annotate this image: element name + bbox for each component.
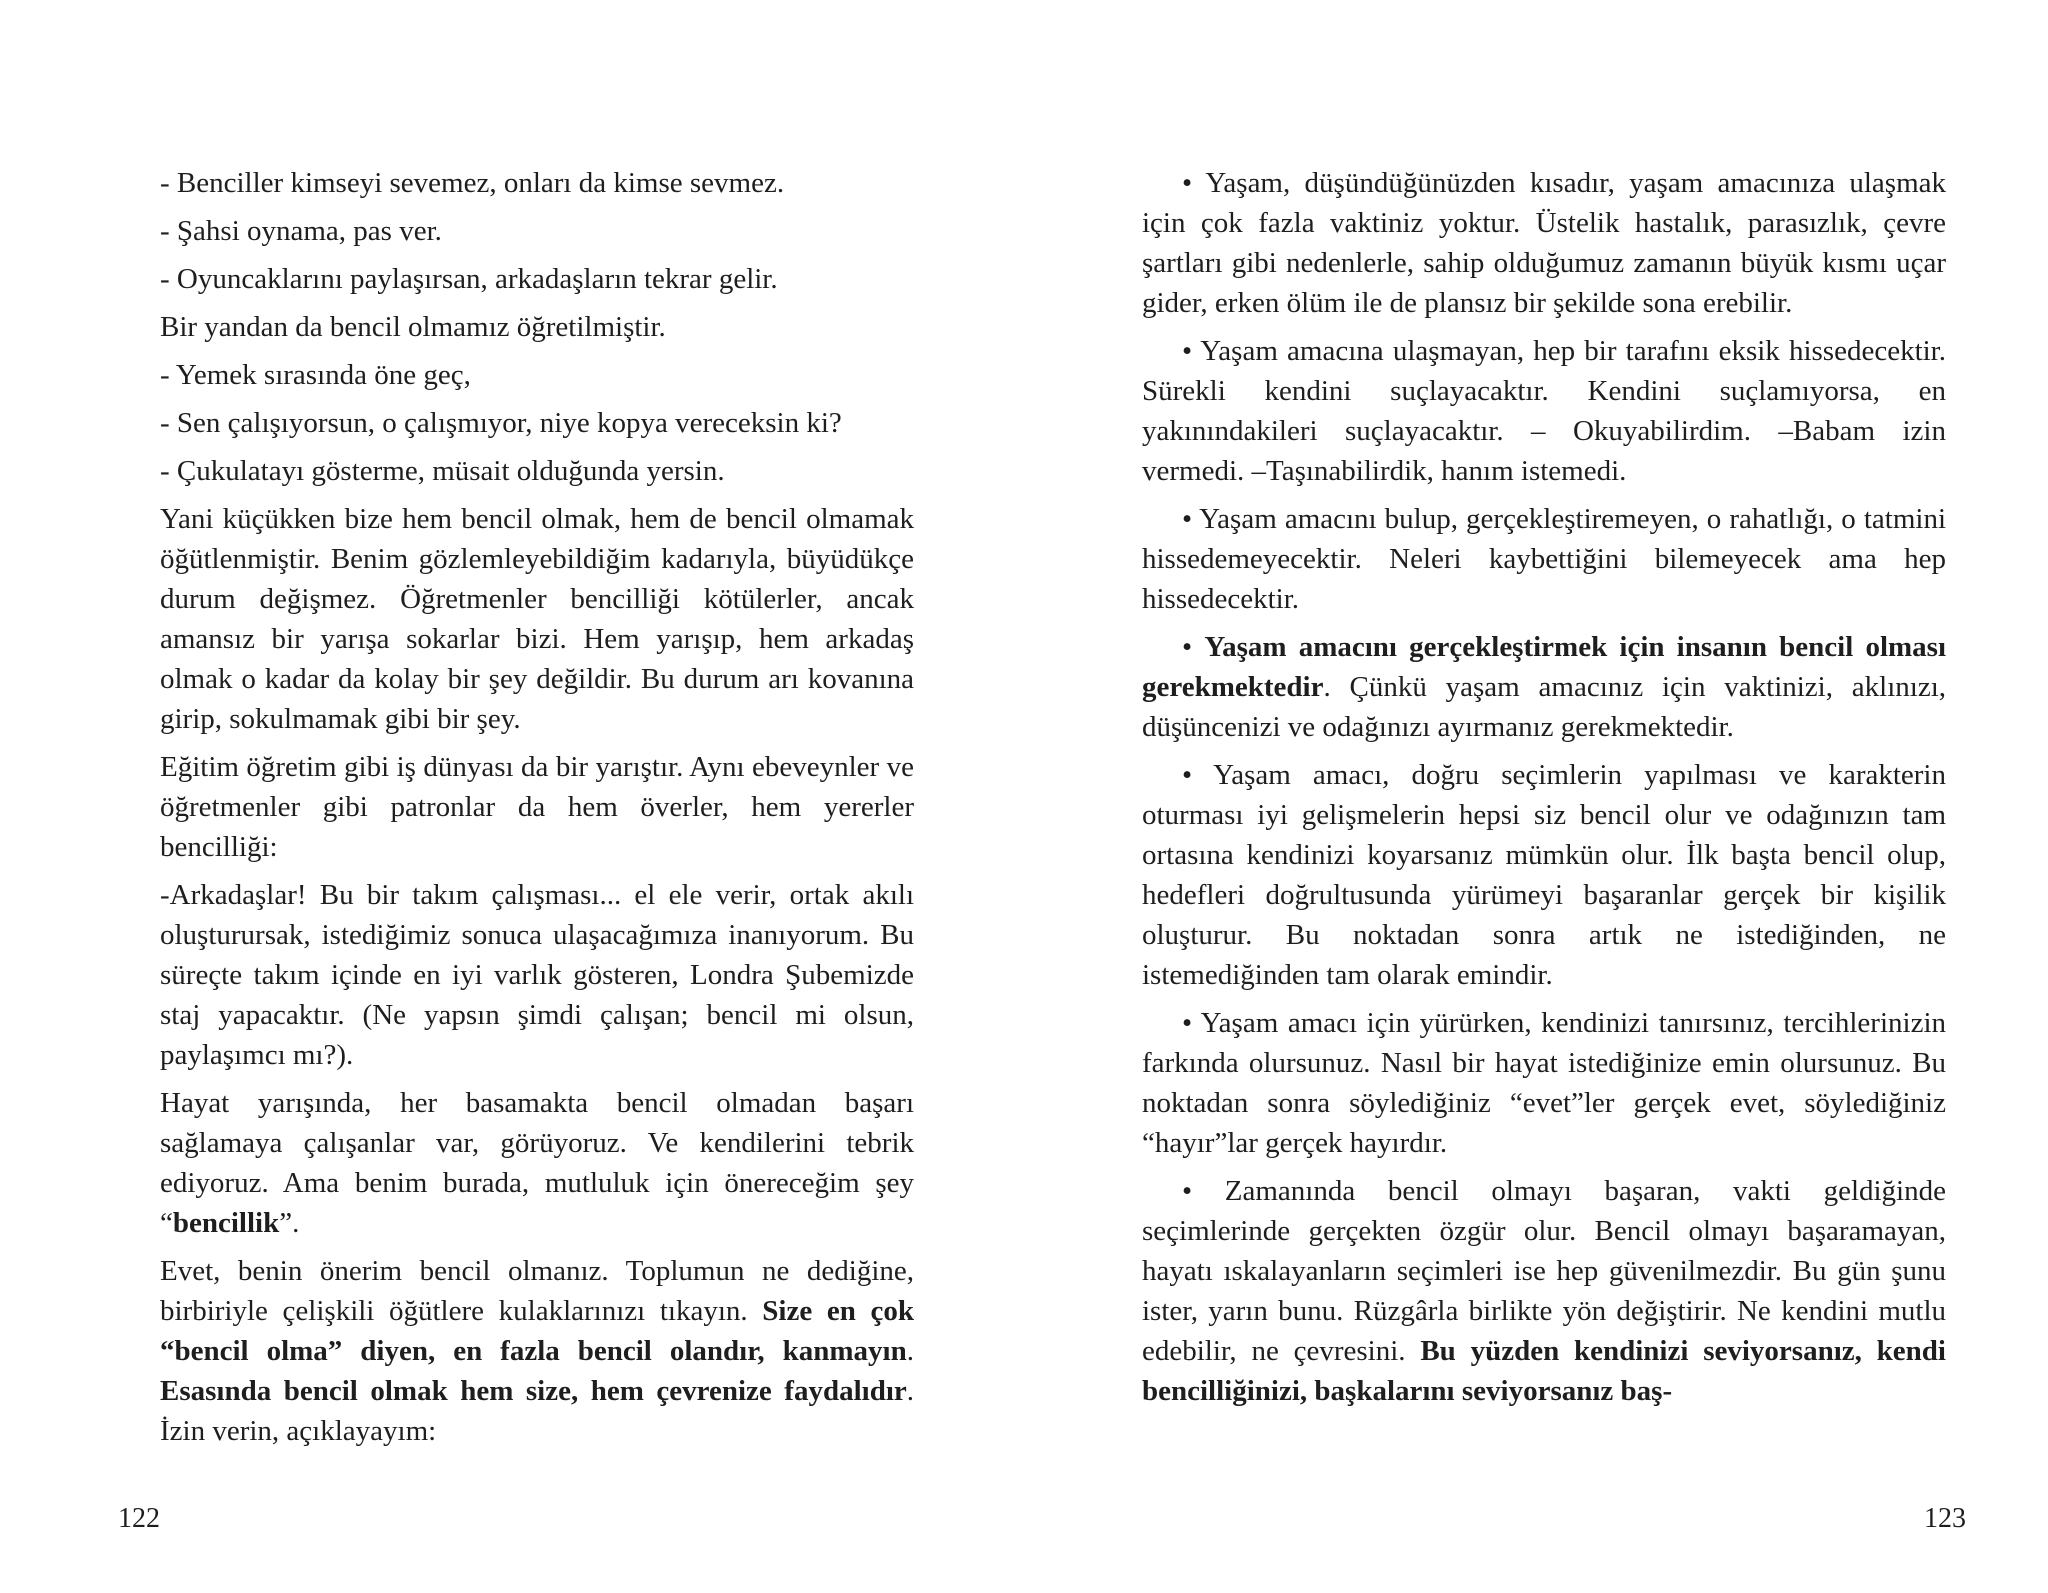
- dialogue-line: - Oyuncaklarını paylaşırsan, arkadaşların tekrar gelir.: [160, 263, 778, 295]
- bullet-paragraph: [1142, 1171, 1946, 1411]
- text-span: . İzin verin, açıklayayım:: [160, 1375, 914, 1447]
- bold-text: Esasında bencil olmak hem size, hem çevrenize faydalıdır: [160, 1375, 907, 1407]
- page-number: 123: [1924, 1503, 1966, 1534]
- text-span: •: [1182, 631, 1205, 663]
- right-text-column: [1142, 163, 1946, 1419]
- dialogue-line: - Yemek sırasında öne geç,: [160, 359, 471, 391]
- paragraph: [160, 1251, 914, 1451]
- bold-text: Bu yüzden kendinizi seviyorsanız, kendi bencilliğinizi, başkalarını seviyorsanız baş-: [1142, 1335, 1946, 1407]
- page-number: 122: [118, 1503, 160, 1534]
- text-span: ”.: [279, 1207, 300, 1239]
- text-line: Bir yandan da bencil olmamız öğretilmiştir.: [160, 311, 666, 343]
- bullet-paragraph: • Yaşam, düşündüğünüzden kısadır, yaşam amacınıza ulaşmak için çok fazla vaktiniz yoktur. Üstelik hastalık, parasızlık, çevre şartları gibi nedenlerle, sahip olduğumuz zamanın büyük kısmı uçar gider, erken ölüm ile de plansız bir şekilde sona erebilir.: [1142, 167, 1946, 319]
- dialogue-line: - Çukulatayı gösterme, müsait olduğunda yersin.: [160, 455, 725, 487]
- text-span: Hayat yarışında, her basamakta bencil olmadan başarı sağlamaya çalışanlar var, görüyoruz. Ve kendilerini tebrik ediyoruz. Ama benim burada, mutluluk için önereceğim şey “: [160, 1087, 914, 1239]
- text-span: • Zamanında bencil olmayı başaran, vakti geldiğinde seçimlerinde gerçekten özgür olur. Bencil olmayı başaramayan, hayatı ıskalayanların seçimleri ise hep güvenilmezdir. Bu gün şunu ister, yarın bunu. Rüzgârla birlikte yön değiştirir. Ne kendini mutlu edebilir, ne çevresini.: [1142, 1175, 1946, 1367]
- paragraph: [160, 1083, 914, 1243]
- bullet-paragraph: [1142, 627, 1946, 747]
- paragraph: Eğitim öğretim gibi iş dünyası da bir yarıştır. Aynı ebeveynler ve öğretmenler gibi patronlar da hem överler, hem yererler bencilliği:: [160, 751, 914, 863]
- text-span: .: [906, 1335, 914, 1367]
- paragraph: -Arkadaşlar! Bu bir takım çalışması... el ele verir, ortak akılı oluşturursak, istediğimiz sonuca ulaşacağımıza inanıyorum. Bu süreçte takım içinde en iyi varlık gösteren, Londra Şubemizde staj yapacaktır. (Ne yapsın şimdi çalışan; bencil mi olsun, paylaşımcı mı?).: [160, 879, 914, 1071]
- bold-text: Yaşam amacını gerçekleştirmek için insanın bencil olması gerekmektedir: [1142, 631, 1947, 703]
- bullet-paragraph: • Yaşam amacını bulup, gerçekleştiremeyen, o rahatlığı, o tatmini hissedemeyecektir. Neleri kaybettiğini bilemeyecek ama hep hissedecektir.: [1142, 503, 1946, 615]
- paragraph: Yani küçükken bize hem bencil olmak, hem de bencil olmamak öğütlenmiştir. Benim gözlemleyebildiğim kadarıyla, büyüdükçe durum değişmez. Öğretmenler bencilliği kötülerler, ancak amansız bir yarışa sokarlar bizi. Hem yarışıp, hem arkadaş olmak o kadar da kolay bir şey değildir. Bu durum arı kovanına girip, sokulmamak gibi bir şey.: [160, 503, 914, 735]
- right-page: [1024, 0, 2048, 1593]
- dialogue-line: - Benciller kimseyi sevemez, onları da kimse sevmez.: [160, 167, 785, 199]
- bullet-paragraph: • Yaşam amacı için yürürken, kendinizi tanırsınız, tercihlerinizin farkında olursunuz. Nasıl bir hayat istediğinize emin olursunuz. Bu noktadan sonra söylediğiniz “evet”ler gerçek evet, söylediğiniz “hayır”lar gerçek hayırdır.: [1142, 1007, 1946, 1159]
- text-span: . Çünkü yaşam amacınız için vaktinizi, aklınızı, düşüncenizi ve odağınızı ayırmanız gerekmektedir.: [1142, 671, 1946, 743]
- bullet-paragraph: • Yaşam amacına ulaşmayan, hep bir tarafını eksik hissedecektir. Sürekli kendini suçlayacaktır. Kendini suçlamıyorsa, en yakınındakileri suçlayacaktır. – Okuyabilirdim. –Babam izin vermedi. –Taşınabilirdik, hanım istemedi.: [1142, 335, 1946, 487]
- dialogue-line: - Şahsi oynama, pas ver.: [160, 215, 442, 247]
- bold-text: bencillik: [172, 1207, 280, 1239]
- dialogue-line: - Sen çalışıyorsun, o çalışmıyor, niye kopya vereceksin ki?: [160, 407, 842, 439]
- bullet-paragraph: • Yaşam amacı, doğru seçimlerin yapılması ve karakterin oturması iyi gelişmelerin hepsi siz bencil olur ve odağınızın tam ortasına kendinizi koyarsanız mümkün olur. İlk başta bencil olup, hedefleri doğrultusunda yürümeyi başaranlar gerçek bir kişilik oluşturur. Bu noktadan sonra artık ne istediğinden, ne istemediğinden tam olarak emindir.: [1142, 759, 1946, 991]
- text-span: Evet, benin önerim bencil olmanız. Toplumun ne dediğine, birbiriyle çelişkili öğütlere kulaklarınızı tıkayın.: [160, 1255, 914, 1327]
- bold-text: Size en çok “bencil olma” diyen, en fazla bencil olandır, kanmayın: [160, 1295, 914, 1367]
- left-text-column: [160, 163, 914, 1459]
